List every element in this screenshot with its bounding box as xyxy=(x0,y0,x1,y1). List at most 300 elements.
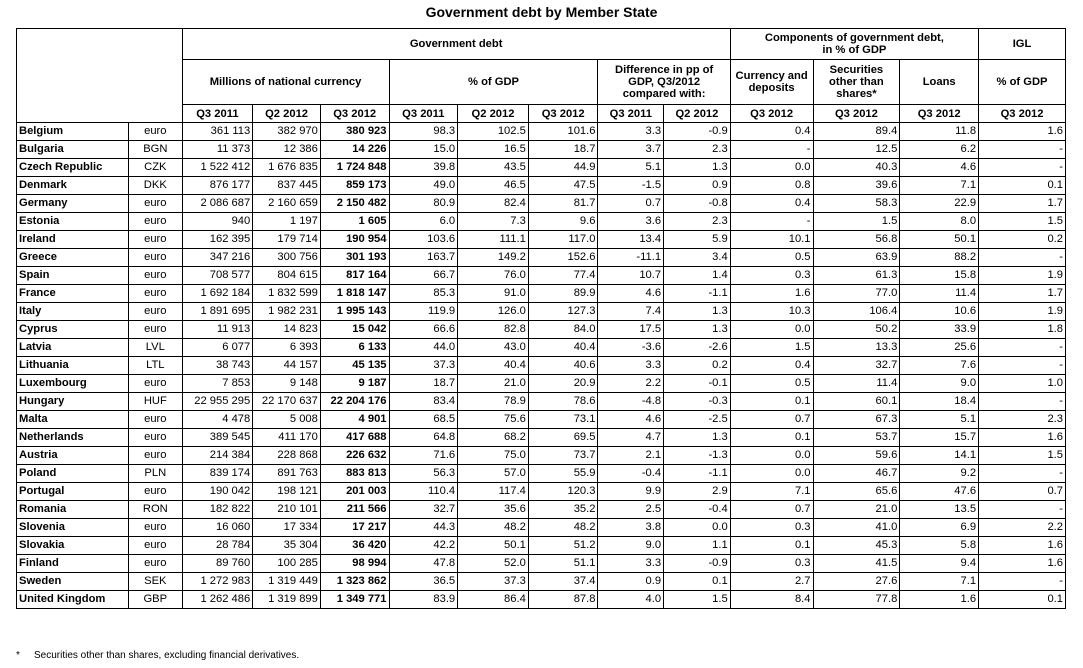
cell-diff-q2-2012: -2.6 xyxy=(664,339,731,357)
cell-pct-gdp-q3-2011: 49.0 xyxy=(389,177,458,195)
cell-millions-q2-2012: 382 970 xyxy=(253,123,321,141)
cell-igl-q3-2012: 1.9 xyxy=(979,267,1066,285)
cell-millions-q3-2012: 1 323 862 xyxy=(320,573,389,591)
cell-loans-q3-2012: 5.1 xyxy=(900,411,979,429)
cell-millions-q3-2012: 2 150 482 xyxy=(320,195,389,213)
cell-country: Belgium xyxy=(17,123,129,141)
cell-pct-gdp-q3-2011: 44.3 xyxy=(389,519,458,537)
period-header: Q3 2012 xyxy=(528,105,598,123)
cell-securities-q3-2012: 39.6 xyxy=(813,177,900,195)
cell-securities-q3-2012: 46.7 xyxy=(813,465,900,483)
cell-loans-q3-2012: 4.6 xyxy=(900,159,979,177)
cell-diff-q3-2011: 3.6 xyxy=(598,213,664,231)
cell-millions-q3-2012: 1 995 143 xyxy=(320,303,389,321)
cell-pct-gdp-q3-2012: 40.6 xyxy=(528,357,598,375)
table-row xyxy=(17,141,1066,159)
cell-pct-gdp-q3-2011: 66.6 xyxy=(389,321,458,339)
cell-pct-gdp-q3-2012: 89.9 xyxy=(528,285,598,303)
cell-securities-q3-2012: 21.0 xyxy=(813,501,900,519)
cell-currency: euro xyxy=(129,447,183,465)
cell-diff-q2-2012: -0.4 xyxy=(664,501,731,519)
cell-loans-q3-2012: 7.6 xyxy=(900,357,979,375)
cell-currency-deposits-q3-2012: 0.1 xyxy=(730,537,813,555)
table-row xyxy=(17,339,1066,357)
cell-millions-q3-2011: 22 955 295 xyxy=(182,393,253,411)
cell-millions-q3-2011: 1 522 412 xyxy=(182,159,253,177)
cell-pct-gdp-q3-2012: 37.4 xyxy=(528,573,598,591)
cell-currency: HUF xyxy=(129,393,183,411)
cell-pct-gdp-q3-2012: 78.6 xyxy=(528,393,598,411)
cell-pct-gdp-q2-2012: 35.6 xyxy=(458,501,529,519)
cell-millions-q3-2012: 883 813 xyxy=(320,465,389,483)
cell-securities-q3-2012: 41.5 xyxy=(813,555,900,573)
cell-igl-q3-2012: - xyxy=(979,501,1066,519)
cell-currency: euro xyxy=(129,267,183,285)
cell-country: Lithuania xyxy=(17,357,129,375)
cell-currency-deposits-q3-2012: 0.4 xyxy=(730,357,813,375)
cell-country: Romania xyxy=(17,501,129,519)
cell-igl-q3-2012: 1.7 xyxy=(979,195,1066,213)
cell-millions-q2-2012: 100 285 xyxy=(253,555,321,573)
cell-securities-q3-2012: 1.5 xyxy=(813,213,900,231)
cell-country: Hungary xyxy=(17,393,129,411)
cell-millions-q2-2012: 1 319 449 xyxy=(253,573,321,591)
cell-currency: euro xyxy=(129,555,183,573)
cell-loans-q3-2012: 6.2 xyxy=(900,141,979,159)
cell-millions-q3-2011: 1 262 486 xyxy=(182,591,253,609)
table-row xyxy=(17,321,1066,339)
cell-millions-q3-2012: 859 173 xyxy=(320,177,389,195)
cell-country: Malta xyxy=(17,411,129,429)
cell-currency: RON xyxy=(129,501,183,519)
cell-pct-gdp-q3-2012: 47.5 xyxy=(528,177,598,195)
cell-currency-deposits-q3-2012: 0.1 xyxy=(730,429,813,447)
cell-diff-q3-2011: 3.3 xyxy=(598,123,664,141)
cell-country: Ireland xyxy=(17,231,129,249)
cell-pct-gdp-q3-2011: 103.6 xyxy=(389,231,458,249)
cell-diff-q2-2012: -0.9 xyxy=(664,555,731,573)
cell-diff-q3-2011: 3.3 xyxy=(598,357,664,375)
cell-igl-q3-2012: - xyxy=(979,573,1066,591)
cell-millions-q2-2012: 44 157 xyxy=(253,357,321,375)
cell-millions-q2-2012: 1 197 xyxy=(253,213,321,231)
cell-diff-q2-2012: 1.3 xyxy=(664,429,731,447)
cell-pct-gdp-q2-2012: 91.0 xyxy=(458,285,529,303)
cell-pct-gdp-q3-2011: 83.9 xyxy=(389,591,458,609)
cell-securities-q3-2012: 50.2 xyxy=(813,321,900,339)
footnote xyxy=(16,650,299,661)
cell-currency-deposits-q3-2012: 2.7 xyxy=(730,573,813,591)
cell-pct-gdp-q3-2012: 73.7 xyxy=(528,447,598,465)
cell-millions-q3-2012: 45 135 xyxy=(320,357,389,375)
table-row xyxy=(17,249,1066,267)
cell-diff-q3-2011: 9.0 xyxy=(598,537,664,555)
cell-currency-deposits-q3-2012: - xyxy=(730,141,813,159)
cell-pct-gdp-q2-2012: 102.5 xyxy=(458,123,529,141)
cell-millions-q3-2011: 182 822 xyxy=(182,501,253,519)
cell-pct-gdp-q3-2012: 18.7 xyxy=(528,141,598,159)
cell-pct-gdp-q3-2011: 163.7 xyxy=(389,249,458,267)
cell-millions-q2-2012: 35 304 xyxy=(253,537,321,555)
cell-country: Netherlands xyxy=(17,429,129,447)
cell-loans-q3-2012: 15.7 xyxy=(900,429,979,447)
table-row xyxy=(17,375,1066,393)
cell-pct-gdp-q2-2012: 21.0 xyxy=(458,375,529,393)
cell-diff-q3-2011: -3.6 xyxy=(598,339,664,357)
period-header: Q3 2012 xyxy=(320,105,389,123)
cell-millions-q3-2012: 22 204 176 xyxy=(320,393,389,411)
period-header: Q3 2011 xyxy=(182,105,253,123)
cell-millions-q2-2012: 9 148 xyxy=(253,375,321,393)
cell-pct-gdp-q2-2012: 111.1 xyxy=(458,231,529,249)
cell-country: Sweden xyxy=(17,573,129,591)
cell-millions-q2-2012: 22 170 637 xyxy=(253,393,321,411)
header-securities-line3: shares* xyxy=(836,88,877,100)
cell-millions-q3-2011: 7 853 xyxy=(182,375,253,393)
cell-igl-q3-2012: - xyxy=(979,249,1066,267)
cell-pct-gdp-q2-2012: 75.0 xyxy=(458,447,529,465)
cell-currency: euro xyxy=(129,285,183,303)
cell-igl-q3-2012: 1.8 xyxy=(979,321,1066,339)
cell-loans-q3-2012: 11.4 xyxy=(900,285,979,303)
corner-cell xyxy=(17,29,183,123)
cell-diff-q3-2011: 3.7 xyxy=(598,141,664,159)
cell-currency-deposits-q3-2012: 7.1 xyxy=(730,483,813,501)
cell-diff-q2-2012: 0.9 xyxy=(664,177,731,195)
cell-millions-q3-2012: 201 003 xyxy=(320,483,389,501)
cell-diff-q2-2012: 1.3 xyxy=(664,321,731,339)
cell-loans-q3-2012: 33.9 xyxy=(900,321,979,339)
cell-currency-deposits-q3-2012: 0.5 xyxy=(730,249,813,267)
cell-pct-gdp-q3-2011: 36.5 xyxy=(389,573,458,591)
header-securities xyxy=(813,60,900,105)
header-pct-gdp: % of GDP xyxy=(389,60,598,105)
cell-millions-q2-2012: 804 615 xyxy=(253,267,321,285)
table-row xyxy=(17,591,1066,609)
cell-millions-q3-2011: 38 743 xyxy=(182,357,253,375)
cell-millions-q3-2012: 36 420 xyxy=(320,537,389,555)
cell-country: Italy xyxy=(17,303,129,321)
cell-igl-q3-2012: 1.6 xyxy=(979,555,1066,573)
cell-millions-q2-2012: 228 868 xyxy=(253,447,321,465)
cell-currency: euro xyxy=(129,375,183,393)
cell-pct-gdp-q3-2011: 39.8 xyxy=(389,159,458,177)
cell-pct-gdp-q3-2012: 87.8 xyxy=(528,591,598,609)
cell-millions-q3-2011: 190 042 xyxy=(182,483,253,501)
cell-country: Poland xyxy=(17,465,129,483)
cell-millions-q3-2012: 1 349 771 xyxy=(320,591,389,609)
period-header: Q3 2012 xyxy=(730,105,813,123)
cell-currency-deposits-q3-2012: 0.3 xyxy=(730,519,813,537)
cell-pct-gdp-q2-2012: 82.4 xyxy=(458,195,529,213)
cell-country: Luxembourg xyxy=(17,375,129,393)
cell-pct-gdp-q3-2011: 18.7 xyxy=(389,375,458,393)
table-row xyxy=(17,231,1066,249)
cell-securities-q3-2012: 61.3 xyxy=(813,267,900,285)
cell-millions-q2-2012: 17 334 xyxy=(253,519,321,537)
cell-igl-q3-2012: - xyxy=(979,339,1066,357)
cell-diff-q2-2012: -0.8 xyxy=(664,195,731,213)
cell-millions-q2-2012: 411 170 xyxy=(253,429,321,447)
cell-diff-q3-2011: 4.6 xyxy=(598,411,664,429)
cell-diff-q3-2011: 7.4 xyxy=(598,303,664,321)
cell-diff-q2-2012: -1.1 xyxy=(664,465,731,483)
cell-currency-deposits-q3-2012: 0.1 xyxy=(730,393,813,411)
cell-country: Cyprus xyxy=(17,321,129,339)
footnote-text: Securities other than shares, excluding financial derivatives. xyxy=(34,650,300,661)
cell-pct-gdp-q2-2012: 57.0 xyxy=(458,465,529,483)
cell-diff-q2-2012: 1.3 xyxy=(664,303,731,321)
cell-pct-gdp-q3-2011: 66.7 xyxy=(389,267,458,285)
cell-country: Denmark xyxy=(17,177,129,195)
cell-pct-gdp-q2-2012: 16.5 xyxy=(458,141,529,159)
cell-country: Portugal xyxy=(17,483,129,501)
cell-currency-deposits-q3-2012: 0.4 xyxy=(730,123,813,141)
header-components-line2: in % of GDP xyxy=(822,44,887,56)
cell-millions-q2-2012: 5 008 xyxy=(253,411,321,429)
cell-currency: euro xyxy=(129,195,183,213)
cell-currency-deposits-q3-2012: 0.3 xyxy=(730,267,813,285)
header-loans: Loans xyxy=(900,60,979,105)
cell-millions-q3-2011: 361 113 xyxy=(182,123,253,141)
cell-pct-gdp-q3-2011: 71.6 xyxy=(389,447,458,465)
period-header: Q3 2011 xyxy=(598,105,664,123)
header-currency-deposits xyxy=(730,60,813,105)
cell-pct-gdp-q3-2011: 32.7 xyxy=(389,501,458,519)
cell-millions-q3-2012: 380 923 xyxy=(320,123,389,141)
cell-millions-q2-2012: 837 445 xyxy=(253,177,321,195)
cell-pct-gdp-q3-2012: 20.9 xyxy=(528,375,598,393)
cell-currency: GBP xyxy=(129,591,183,609)
cell-millions-q3-2011: 162 395 xyxy=(182,231,253,249)
cell-igl-q3-2012: 1.7 xyxy=(979,285,1066,303)
cell-igl-q3-2012: 1.0 xyxy=(979,375,1066,393)
cell-millions-q2-2012: 2 160 659 xyxy=(253,195,321,213)
cell-pct-gdp-q3-2012: 40.4 xyxy=(528,339,598,357)
header-difference-line3: compared with: xyxy=(622,88,706,100)
cell-loans-q3-2012: 9.0 xyxy=(900,375,979,393)
cell-diff-q2-2012: 2.9 xyxy=(664,483,731,501)
cell-currency: euro xyxy=(129,537,183,555)
cell-pct-gdp-q3-2012: 73.1 xyxy=(528,411,598,429)
cell-pct-gdp-q2-2012: 68.2 xyxy=(458,429,529,447)
cell-pct-gdp-q3-2011: 64.8 xyxy=(389,429,458,447)
cell-diff-q3-2011: 17.5 xyxy=(598,321,664,339)
cell-millions-q3-2011: 389 545 xyxy=(182,429,253,447)
cell-loans-q3-2012: 50.1 xyxy=(900,231,979,249)
cell-millions-q2-2012: 1 982 231 xyxy=(253,303,321,321)
cell-millions-q3-2011: 89 760 xyxy=(182,555,253,573)
cell-diff-q3-2011: 2.2 xyxy=(598,375,664,393)
cell-millions-q2-2012: 14 823 xyxy=(253,321,321,339)
cell-pct-gdp-q3-2011: 37.3 xyxy=(389,357,458,375)
cell-igl-q3-2012: 1.6 xyxy=(979,537,1066,555)
cell-millions-q3-2011: 16 060 xyxy=(182,519,253,537)
cell-pct-gdp-q3-2011: 119.9 xyxy=(389,303,458,321)
cell-diff-q3-2011: 0.9 xyxy=(598,573,664,591)
cell-diff-q3-2011: 3.3 xyxy=(598,555,664,573)
cell-securities-q3-2012: 27.6 xyxy=(813,573,900,591)
table-row xyxy=(17,285,1066,303)
cell-pct-gdp-q3-2012: 127.3 xyxy=(528,303,598,321)
cell-currency-deposits-q3-2012: 0.7 xyxy=(730,501,813,519)
table-row xyxy=(17,267,1066,285)
cell-pct-gdp-q3-2012: 35.2 xyxy=(528,501,598,519)
cell-pct-gdp-q3-2012: 152.6 xyxy=(528,249,598,267)
cell-diff-q3-2011: -0.4 xyxy=(598,465,664,483)
cell-diff-q3-2011: 5.1 xyxy=(598,159,664,177)
cell-diff-q3-2011: 9.9 xyxy=(598,483,664,501)
cell-diff-q3-2011: 4.6 xyxy=(598,285,664,303)
cell-diff-q2-2012: -0.1 xyxy=(664,375,731,393)
cell-igl-q3-2012: 1.6 xyxy=(979,123,1066,141)
cell-igl-q3-2012: - xyxy=(979,159,1066,177)
cell-igl-q3-2012: - xyxy=(979,393,1066,411)
cell-diff-q2-2012: 0.0 xyxy=(664,519,731,537)
table-row xyxy=(17,537,1066,555)
cell-currency: euro xyxy=(129,411,183,429)
cell-securities-q3-2012: 11.4 xyxy=(813,375,900,393)
cell-loans-q3-2012: 7.1 xyxy=(900,573,979,591)
cell-diff-q2-2012: 1.3 xyxy=(664,159,731,177)
cell-currency: euro xyxy=(129,429,183,447)
cell-diff-q3-2011: 10.7 xyxy=(598,267,664,285)
cell-currency-deposits-q3-2012: 0.0 xyxy=(730,447,813,465)
cell-diff-q2-2012: -0.9 xyxy=(664,123,731,141)
cell-securities-q3-2012: 63.9 xyxy=(813,249,900,267)
cell-diff-q2-2012: -1.1 xyxy=(664,285,731,303)
period-header: Q3 2012 xyxy=(979,105,1066,123)
table-row xyxy=(17,573,1066,591)
cell-millions-q2-2012: 891 763 xyxy=(253,465,321,483)
cell-diff-q3-2011: 3.8 xyxy=(598,519,664,537)
cell-currency-deposits-q3-2012: 0.0 xyxy=(730,159,813,177)
cell-currency: euro xyxy=(129,123,183,141)
cell-igl-q3-2012: 1.5 xyxy=(979,213,1066,231)
header-currency-line2: deposits xyxy=(748,82,795,94)
cell-pct-gdp-q3-2012: 55.9 xyxy=(528,465,598,483)
cell-pct-gdp-q2-2012: 76.0 xyxy=(458,267,529,285)
cell-currency-deposits-q3-2012: 0.0 xyxy=(730,321,813,339)
cell-pct-gdp-q3-2012: 44.9 xyxy=(528,159,598,177)
cell-pct-gdp-q2-2012: 86.4 xyxy=(458,591,529,609)
cell-diff-q2-2012: 5.9 xyxy=(664,231,731,249)
cell-millions-q3-2012: 226 632 xyxy=(320,447,389,465)
cell-millions-q2-2012: 1 676 835 xyxy=(253,159,321,177)
header-millions: Millions of national currency xyxy=(182,60,389,105)
cell-currency: LVL xyxy=(129,339,183,357)
cell-loans-q3-2012: 6.9 xyxy=(900,519,979,537)
cell-securities-q3-2012: 106.4 xyxy=(813,303,900,321)
cell-currency: euro xyxy=(129,231,183,249)
cell-currency: euro xyxy=(129,213,183,231)
cell-pct-gdp-q2-2012: 52.0 xyxy=(458,555,529,573)
cell-securities-q3-2012: 13.3 xyxy=(813,339,900,357)
cell-diff-q3-2011: 2.5 xyxy=(598,501,664,519)
cell-country: Czech Republic xyxy=(17,159,129,177)
cell-loans-q3-2012: 14.1 xyxy=(900,447,979,465)
cell-igl-q3-2012: 1.5 xyxy=(979,447,1066,465)
cell-igl-q3-2012: - xyxy=(979,357,1066,375)
cell-igl-q3-2012: - xyxy=(979,141,1066,159)
cell-currency: CZK xyxy=(129,159,183,177)
cell-diff-q3-2011: 13.4 xyxy=(598,231,664,249)
cell-millions-q3-2011: 708 577 xyxy=(182,267,253,285)
table-row xyxy=(17,411,1066,429)
cell-millions-q3-2011: 876 177 xyxy=(182,177,253,195)
cell-millions-q3-2012: 14 226 xyxy=(320,141,389,159)
period-header: Q3 2012 xyxy=(900,105,979,123)
table-row xyxy=(17,483,1066,501)
page-title: Government debt by Member State xyxy=(425,4,658,20)
cell-loans-q3-2012: 22.9 xyxy=(900,195,979,213)
cell-pct-gdp-q3-2012: 101.6 xyxy=(528,123,598,141)
cell-currency: LTL xyxy=(129,357,183,375)
cell-millions-q3-2012: 211 566 xyxy=(320,501,389,519)
cell-pct-gdp-q2-2012: 82.8 xyxy=(458,321,529,339)
cell-securities-q3-2012: 67.3 xyxy=(813,411,900,429)
cell-pct-gdp-q3-2011: 15.0 xyxy=(389,141,458,159)
cell-millions-q3-2011: 214 384 xyxy=(182,447,253,465)
cell-pct-gdp-q2-2012: 117.4 xyxy=(458,483,529,501)
header-igl-pct-gdp: % of GDP xyxy=(979,60,1066,105)
table-row xyxy=(17,555,1066,573)
cell-diff-q2-2012: -1.3 xyxy=(664,447,731,465)
header-difference-line1: Difference in pp of xyxy=(614,64,714,76)
period-header: Q2 2012 xyxy=(458,105,529,123)
cell-currency-deposits-q3-2012: 0.3 xyxy=(730,555,813,573)
cell-securities-q3-2012: 45.3 xyxy=(813,537,900,555)
cell-igl-q3-2012: 0.7 xyxy=(979,483,1066,501)
cell-millions-q3-2012: 17 217 xyxy=(320,519,389,537)
cell-millions-q3-2011: 347 216 xyxy=(182,249,253,267)
cell-igl-q3-2012: - xyxy=(979,465,1066,483)
cell-millions-q3-2012: 1 818 147 xyxy=(320,285,389,303)
cell-securities-q3-2012: 41.0 xyxy=(813,519,900,537)
cell-country: Austria xyxy=(17,447,129,465)
cell-pct-gdp-q3-2012: 51.2 xyxy=(528,537,598,555)
cell-currency-deposits-q3-2012: 0.4 xyxy=(730,195,813,213)
cell-pct-gdp-q2-2012: 43.0 xyxy=(458,339,529,357)
cell-country: Spain xyxy=(17,267,129,285)
cell-pct-gdp-q2-2012: 37.3 xyxy=(458,573,529,591)
table-row xyxy=(17,159,1066,177)
cell-pct-gdp-q2-2012: 7.3 xyxy=(458,213,529,231)
cell-securities-q3-2012: 32.7 xyxy=(813,357,900,375)
cell-millions-q2-2012: 6 393 xyxy=(253,339,321,357)
cell-millions-q3-2011: 1 272 983 xyxy=(182,573,253,591)
cell-securities-q3-2012: 53.7 xyxy=(813,429,900,447)
cell-diff-q3-2011: -1.5 xyxy=(598,177,664,195)
cell-pct-gdp-q3-2012: 84.0 xyxy=(528,321,598,339)
cell-pct-gdp-q3-2012: 51.1 xyxy=(528,555,598,573)
cell-securities-q3-2012: 12.5 xyxy=(813,141,900,159)
cell-pct-gdp-q2-2012: 78.9 xyxy=(458,393,529,411)
cell-country: Slovakia xyxy=(17,537,129,555)
cell-millions-q2-2012: 300 756 xyxy=(253,249,321,267)
cell-currency: euro xyxy=(129,483,183,501)
cell-diff-q2-2012: 2.3 xyxy=(664,213,731,231)
cell-millions-q3-2012: 417 688 xyxy=(320,429,389,447)
cell-millions-q3-2012: 15 042 xyxy=(320,321,389,339)
cell-diff-q3-2011: -4.8 xyxy=(598,393,664,411)
cell-diff-q2-2012: 3.4 xyxy=(664,249,731,267)
cell-loans-q3-2012: 5.8 xyxy=(900,537,979,555)
period-header: Q2 2012 xyxy=(253,105,321,123)
cell-country: Germany xyxy=(17,195,129,213)
table-row xyxy=(17,123,1066,141)
cell-millions-q3-2012: 6 133 xyxy=(320,339,389,357)
